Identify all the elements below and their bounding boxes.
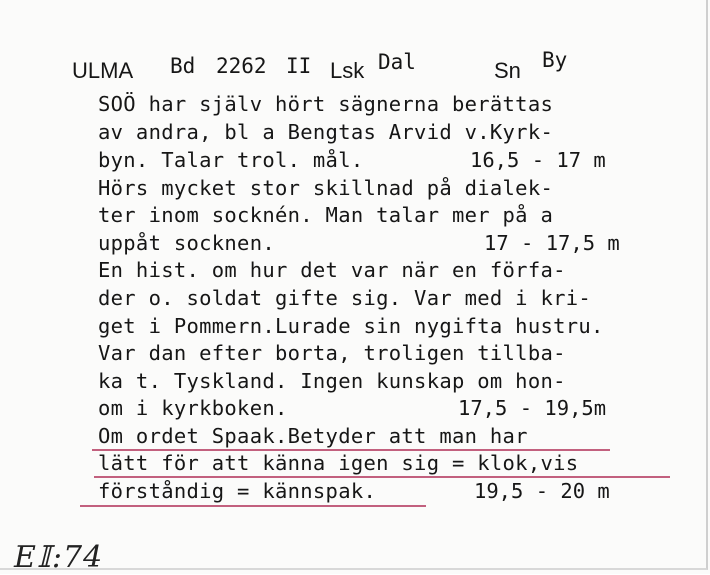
tape-range: 19,5 - 20 m	[474, 479, 610, 503]
volume-number: 2262	[216, 54, 267, 78]
highlight-underline	[80, 505, 426, 507]
text-line: förståndig = kännspak.	[98, 479, 377, 503]
text-line: byn. Talar trol. mål.	[98, 148, 364, 172]
text-line: uppåt socknen.	[98, 231, 275, 255]
text-line: Hörs mycket stor skillnad på dialek-	[98, 176, 554, 200]
tape-range: 17 - 17,5 m	[484, 231, 620, 255]
highlight-underline	[94, 476, 670, 478]
text-line: der o. soldat gifte sig. Var med i kri-	[98, 286, 592, 310]
text-line: Om ordet Spaak.Betyder att man har	[98, 424, 528, 448]
text-line: get i Pommern.Lurade sin nygifta hustru.	[98, 314, 604, 338]
text-line: En hist. om hur det var när en förfa-	[98, 258, 566, 282]
text-line: av andra, bl a Bengtas Arvid v.Kyrk-	[98, 120, 554, 144]
socken-label: Sn	[494, 58, 521, 83]
highlight-underline	[92, 449, 610, 451]
text-line: om i kyrkboken.	[98, 396, 288, 420]
by-label: By	[542, 48, 568, 72]
tape-range: 17,5 - 19,5m	[458, 396, 607, 420]
text-line: SOÖ har själv hört sägnerna berättas	[98, 92, 554, 116]
archive-name: ULMA	[72, 58, 134, 83]
landskap-label: Lsk	[330, 58, 365, 83]
card-header	[72, 48, 692, 88]
landskap-value: Dal	[378, 50, 416, 74]
text-line: ka t. Tyskland. Ingen kunskap om hon-	[98, 369, 566, 393]
text-line: ter inom socknén. Man talar mer på a	[98, 203, 554, 227]
volume-label: Bd	[170, 54, 196, 78]
tape-range: 16,5 - 17 m	[470, 148, 606, 172]
series-number: II	[286, 54, 312, 78]
text-line: lätt för att känna igen sig = klok,vis	[98, 451, 579, 475]
archive-signum: E𝕀:74	[14, 540, 104, 575]
text-line: Var dan efter borta, troligen tillba-	[98, 341, 566, 365]
